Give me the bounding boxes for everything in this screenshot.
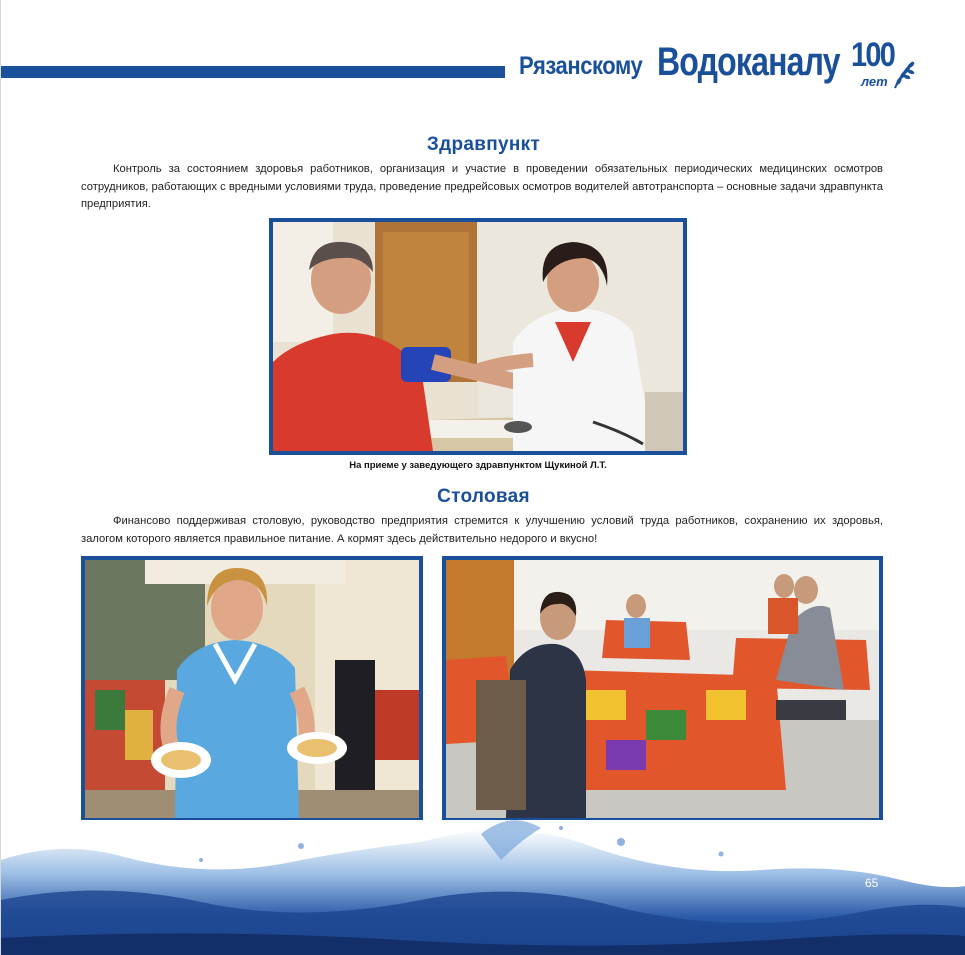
header-stripe: [1, 66, 505, 78]
anniversary-number: 100: [851, 36, 895, 74]
anniversary-word: лет: [861, 74, 888, 89]
page-number: 65: [865, 876, 879, 890]
photo-lunch-break: [442, 556, 883, 822]
canteen-title: Столовая: [437, 486, 530, 507]
water-splash-decoration: [1, 820, 965, 955]
canteen-text: Финансово поддерживая столовую, руководство предприятия стремится к улучшению условий труда работников, сохранению их здоровья, залогом которого является правильное питание. А кормят здесь действительно недорого и вкусно!: [81, 515, 883, 545]
brand-word-2: Водоканалу: [657, 40, 840, 84]
health-photo-caption: На приеме у заведующего здравпунктом Щукиной Л.Т.: [349, 460, 607, 471]
health-title: Здравпункт: [426, 134, 541, 155]
health-text: Контроль за состоянием здоровья работников, организация и участие в проведении обязательных периодических медицинских осмотров сотрудников, работающих с вредными условиями труда, проведение предрейсовых осмотров водителей автотранспорта – основные задачи здравпункта предприятия.: [81, 163, 883, 210]
photo-health-center: [269, 218, 687, 455]
brand-word-1: Рязанскому: [519, 52, 643, 80]
laurel-icon: [891, 58, 917, 90]
photo-canteen-head: [81, 556, 423, 822]
anniversary-logo: [851, 36, 921, 96]
